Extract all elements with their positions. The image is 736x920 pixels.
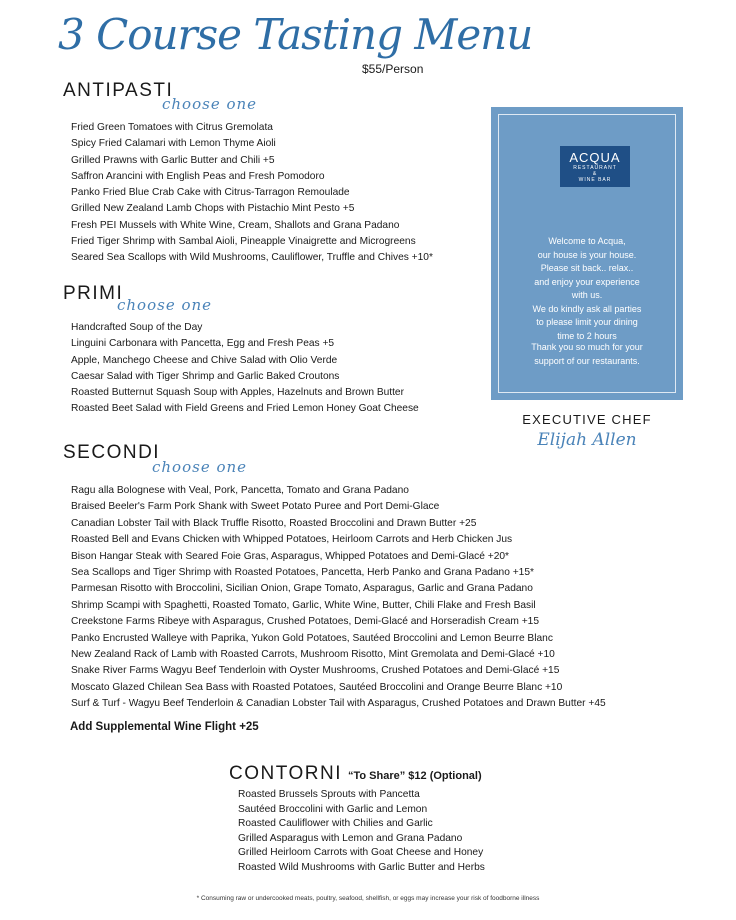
welcome-line: with us. (571, 290, 603, 300)
welcome-line: and enjoy your experience (534, 276, 640, 287)
menu-item: Roasted Butternut Squash Soup with Apples, Hazelnuts and Brown Butter (71, 387, 404, 399)
antipasti-list (71, 120, 433, 267)
contorni-list (238, 788, 485, 876)
primi-list (71, 320, 419, 418)
menu-item: Handcrafted Soup of the Day (71, 322, 203, 333)
menu-item: Roasted Cauliflower with Chilies and Garlic (238, 818, 433, 830)
menu-item: Bison Hangar Steak with Seared Foie Gras, Asparagus, Whipped Potatoes and Demi-Glacé +20* (71, 550, 510, 562)
primi-choose-one: choose one (117, 296, 213, 314)
welcome-message (499, 235, 675, 343)
menu-item: Panko Encrusted Walleye with Paprika, Yukon Gold Potatoes, Sautéed Broccolini and Lemon Beurre Blanc (71, 632, 553, 644)
menu-item: Shrimp Scampi with Spaghetti, Roasted Tomato, Garlic, White Wine, Butter, Chili Flake and Fresh Basil (71, 599, 536, 611)
menu-item: Roasted Brussels Sprouts with Pancetta (238, 789, 420, 800)
menu-item: Grilled New Zealand Lamb Chops with Pistachio Mint Pesto +5 (71, 203, 355, 215)
welcome-line: to please limit your dining (536, 317, 638, 327)
menu-item: Grilled Heirloom Carrots with Goat Cheese and Honey (238, 847, 484, 859)
thanks-line: Thank you so much for your (531, 342, 643, 352)
secondi-choose-one: choose one (152, 458, 248, 476)
menu-item: Snake River Farms Wagyu Beef Tenderloin with Oyster Mushrooms, Crushed Potatoes and Demi-Glacé +15 (71, 665, 560, 677)
welcome-line: We do kindly ask all parties (532, 303, 642, 314)
menu-item: Fresh PEI Mussels with White Wine, Cream, Shallots and Grana Padano (71, 219, 400, 231)
chef-signature: Elijah Allen (537, 430, 637, 450)
executive-chef-label: EXECUTIVE CHEF (522, 412, 652, 427)
antipasti-choose-one: choose one (162, 95, 258, 113)
welcome-box (491, 107, 683, 400)
allergen-footnote: * Consuming raw or undercooked meats, poultry, seafood, shellfish, or eggs may increase your risk of foodborne illness (196, 895, 540, 902)
menu-item: Canadian Lobster Tail with Black Truffle Risotto, Roasted Broccolini and Drawn Butter +25 (71, 517, 477, 529)
logo-line: & (592, 171, 598, 177)
menu-item: Sea Scallops and Tiger Shrimp with Roasted Potatoes, Pancetta, Herb Panko and Grana Padano +15* (71, 567, 534, 579)
logo-line: RESTAURANT (573, 165, 617, 171)
menu-item: Creekstone Farms Ribeye with Asparagus, Crushed Potatoes, Demi-Glacé and Horseradish Cream +15 (71, 616, 539, 628)
menu-item: Fried Green Tomatoes with Citrus Gremolata (71, 122, 273, 133)
primi-heading: PRIMI (63, 283, 124, 304)
menu-item: Caesar Salad with Tiger Shrimp and Garlic Baked Croutons (71, 370, 340, 382)
menu-item: New Zealand Rack of Lamb with Roasted Carrots, Mushroom Risotto, Mint Gremolata and Demi-Glacé +10 (71, 649, 555, 661)
menu-item: Apple, Manchego Cheese and Chive Salad with Olio Verde (71, 354, 338, 366)
menu-item: Saffron Arancini with English Peas and Fresh Pomodoro (71, 170, 325, 182)
thanks-message (499, 341, 675, 368)
wine-flight-addon: Add Supplemental Wine Flight +25 (70, 721, 259, 733)
acqua-logo (560, 146, 630, 187)
secondi-list (71, 483, 606, 713)
menu-item: Parmesan Risotto with Broccolini, Sicilian Onion, Grape Tomato, Asparagus, Garlic and Grana Padano (71, 583, 533, 595)
contorni-note: “To Share” $12 (Optional) (347, 770, 482, 782)
welcome-line: Welcome to Acqua, (548, 236, 626, 246)
menu-item: Surf & Turf - Wagyu Beef Tenderloin & Canadian Lobster Tail with Asparagus, Crushed Potatoes and Drawn Butter +45 (71, 698, 606, 710)
contorni-header (229, 763, 482, 785)
menu-item: Fried Tiger Shrimp with Sambal Aioli, Pineapple Vinaigrette and Microgreens (71, 236, 416, 248)
welcome-line: our house is your house. (537, 249, 637, 260)
welcome-box-border (498, 114, 676, 393)
logo-name: ACQUA (569, 150, 621, 165)
antipasti-heading: ANTIPASTI (63, 80, 174, 101)
secondi-heading: SECONDI (63, 442, 161, 463)
menu-item: Roasted Wild Mushrooms with Garlic Butter and Herbs (238, 861, 485, 873)
menu-title: 3 Course Tasting Menu (58, 10, 533, 59)
menu-item: Panko Fried Blue Crab Cake with Citrus-Tarragon Remoulade (71, 187, 350, 199)
logo-line: WINE BAR (578, 177, 612, 183)
menu-item: Seared Sea Scallops with Wild Mushrooms, Cauliflower, Truffle and Chives +10* (71, 252, 433, 264)
contorni-heading: CONTORNI (229, 763, 342, 784)
menu-item: Sautéed Broccolini with Garlic and Lemon (238, 803, 428, 815)
menu-item: Roasted Bell and Evans Chicken with Whipped Potatoes, Heirloom Carrots and Herb Chicken Jus (71, 534, 513, 546)
menu-price: $55/Person (362, 62, 424, 76)
menu-item: Roasted Beet Salad with Field Greens and Fried Lemon Honey Goat Cheese (71, 403, 419, 415)
welcome-line: Please sit back.. relax.. (540, 263, 634, 273)
menu-item: Moscato Glazed Chilean Sea Bass with Roasted Potatoes, Sautéed Broccolini and Orange Beurre Blanc +10 (71, 681, 563, 693)
menu-item: Braised Beeler's Farm Pork Shank with Sweet Potato Puree and Port Demi-Glace (71, 501, 440, 513)
menu-item: Grilled Prawns with Garlic Butter and Chili +5 (71, 154, 275, 166)
menu-item: Ragu alla Bolognese with Veal, Pork, Pancetta, Tomato and Grana Padano (71, 485, 409, 496)
menu-item: Grilled Asparagus with Lemon and Grana Padano (238, 832, 463, 844)
menu-item: Linguini Carbonara with Pancetta, Egg and Fresh Peas +5 (71, 338, 335, 350)
welcome-line: time to 2 hours (557, 330, 617, 341)
thanks-line: support of our restaurants. (534, 355, 640, 366)
menu-item: Spicy Fried Calamari with Lemon Thyme Aioli (71, 138, 276, 150)
